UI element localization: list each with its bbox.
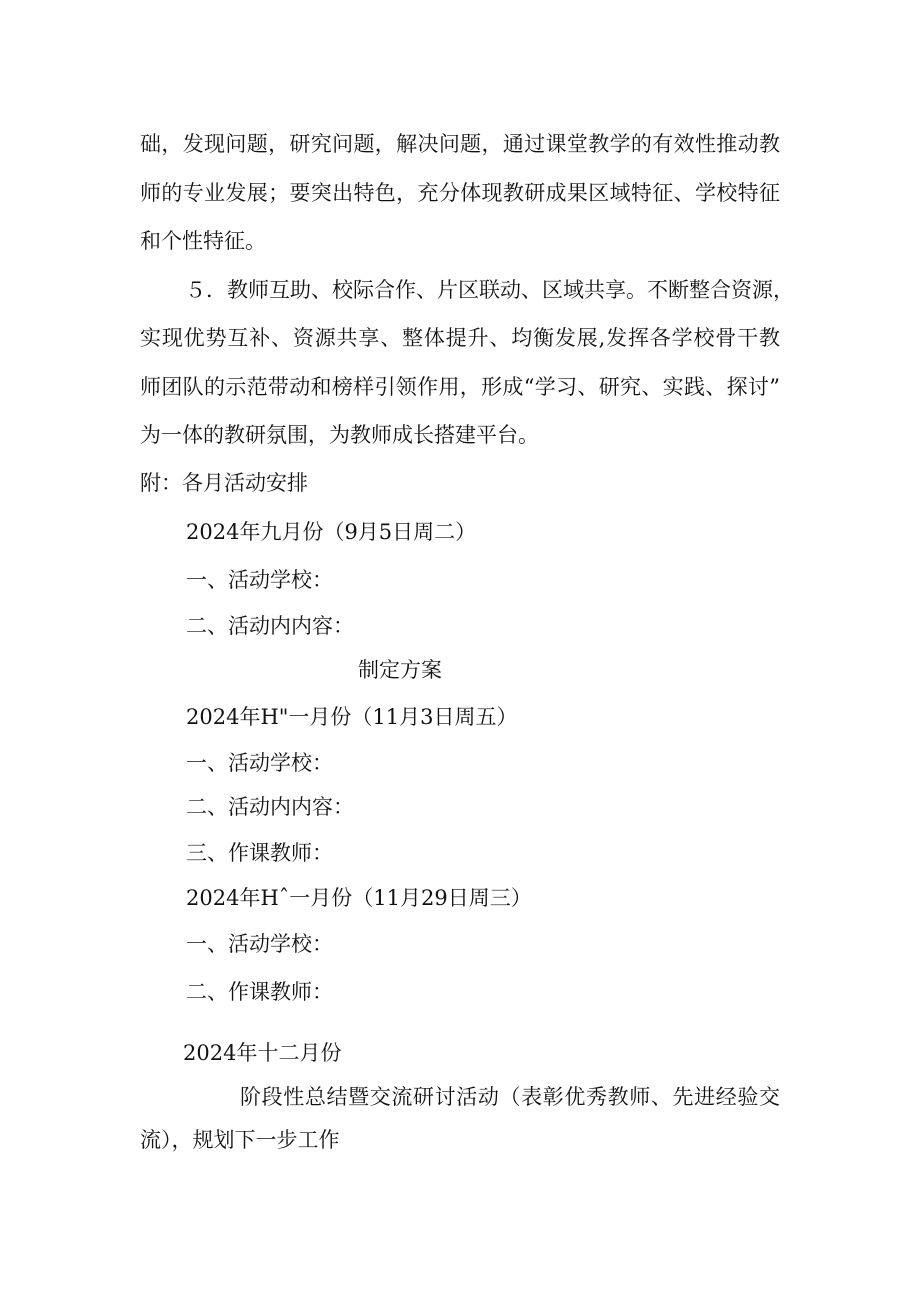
september-content-text: 制定方案	[358, 658, 442, 682]
december-desc-line-2: 流），规划下一步工作	[140, 1128, 340, 1152]
november-a-heading: 2024年H"一月份（11月3日周五）	[186, 705, 518, 729]
paragraph-5-line-4: 为一体的教研氛围，为教师成长搭建平台。	[140, 423, 539, 447]
paragraph-5-line-2: 实现优势互补、资源共享、整体提升、均衡发展,发挥各学校骨干教	[140, 326, 780, 350]
paragraph-intro-line-2: 师的专业发展；要突出特色，充分体现教研成果区域特征、学校特征	[140, 181, 780, 205]
november-a-teacher-item: 三、作课教师：	[186, 841, 333, 865]
november-b-heading: 2024年Hˆ一月份（11月29日周三）	[186, 886, 532, 910]
paragraph-5-line-3: 师团队的示范带动和榜样引领作用，形成“学习、研究、实践、探讨”	[140, 375, 780, 399]
december-desc-line-1: 阶段性总结暨交流研讨活动（表彰优秀教师、先进经验交	[240, 1085, 780, 1109]
september-content-item: 二、活动内内容：	[186, 614, 354, 638]
september-school-item: 一、活动学校：	[186, 568, 333, 592]
september-heading: 2024年九月份（9月5日周二）	[186, 520, 477, 544]
paragraph-intro-line-1: 础，发现问题，研究问题，解决问题，通过课堂教学的有效性推动教	[140, 132, 780, 156]
appendix-title: 附：各月活动安排	[140, 471, 308, 495]
paragraph-5-line-1: ５．教师互助、校际合作、片区联动、区域共享。不断整合资源，	[185, 278, 794, 302]
paragraph-intro-line-3: 和个性特征。	[140, 229, 266, 253]
november-a-school-item: 一、活动学校：	[186, 751, 333, 775]
november-b-teacher-item: 二、作课教师：	[186, 980, 333, 1004]
november-b-school-item: 一、活动学校：	[186, 932, 333, 956]
december-heading: 2024年十二月份	[183, 1041, 342, 1065]
november-a-content-item: 二、活动内内容：	[186, 795, 354, 819]
